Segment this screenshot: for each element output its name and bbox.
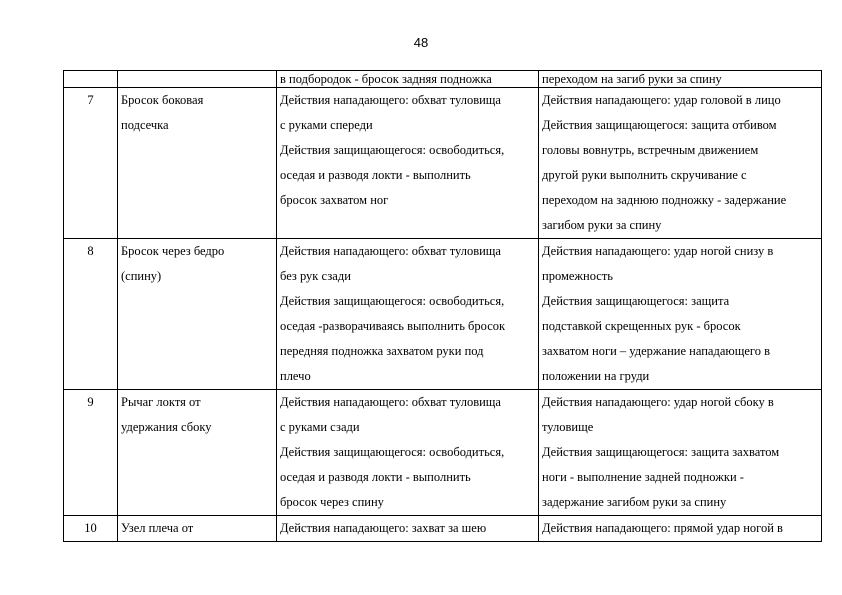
cell-line: Бросок через бедро xyxy=(121,244,225,258)
table-row-10 xyxy=(64,516,822,542)
table-row-continuation xyxy=(64,71,822,88)
strike-cell xyxy=(539,88,822,239)
cell-line: бросок захватом ног xyxy=(280,193,389,207)
cell-line: Рычаг локтя от xyxy=(121,395,201,409)
cell-line: Действия нападающего: прямой удар ногой в xyxy=(542,521,783,535)
num-cell: 10 xyxy=(64,516,118,542)
title-cell xyxy=(118,88,277,239)
cell-line: в подбородок - бросок задняя подножка xyxy=(280,72,492,86)
page-number: 48 xyxy=(413,35,429,50)
cell-line: передняя подножка захватом руки под xyxy=(280,344,484,358)
attack-cell xyxy=(277,516,539,542)
cell-line: Действия защищающегося: освободиться, xyxy=(280,445,505,459)
num-cell: 7 xyxy=(64,88,118,239)
cell-line: Действия защищающегося: защита захватом xyxy=(542,445,780,459)
cell-line: оседая и разводя локти - выполнить xyxy=(280,470,471,484)
cell-line: задержание загибом руки за спину xyxy=(542,495,727,509)
cell-line: захватом ноги – удержание нападающего в xyxy=(542,344,770,358)
cell-line: переходом на загиб руки за спину xyxy=(542,72,722,86)
cell-line: Действия защищающегося: освободиться, xyxy=(280,294,505,308)
strike-cell xyxy=(539,71,822,88)
cell-line: Действия нападающего: удар ногой сбоку в xyxy=(542,395,774,409)
cell-line: переходом на заднюю подножку - задержание xyxy=(542,193,787,207)
num-cell: 9 xyxy=(64,390,118,516)
cell-line: оседая и разводя локти - выполнить xyxy=(280,168,471,182)
cell-line: ноги - выполнение задней подножки - xyxy=(542,470,744,484)
cell-line: Действия защищающегося: защита отбивом xyxy=(542,118,777,132)
cell-line: Действия нападающего: удар головой в лицо xyxy=(542,93,781,107)
cell-line: Действия нападающего: удар ногой снизу в xyxy=(542,244,774,258)
cell-line: Действия нападающего: обхват туловища xyxy=(280,244,501,258)
title-cell xyxy=(118,516,277,542)
strike-cell xyxy=(539,516,822,542)
strike-cell xyxy=(539,390,822,516)
cell-line: загибом руки за спину xyxy=(542,218,662,232)
attack-cell xyxy=(277,71,539,88)
cell-line: оседая -разворачиваясь выполнить бросок xyxy=(280,319,506,333)
cell-line: головы вовнутрь, встречным движением xyxy=(542,143,759,157)
cell-line: туловище xyxy=(542,420,594,434)
cell-line: Узел плеча от xyxy=(121,521,194,535)
attack-cell xyxy=(277,88,539,239)
cell-line: с руками сзади xyxy=(280,420,360,434)
cell-line: (спину) xyxy=(121,269,162,283)
cell-line: подсечка xyxy=(121,118,169,132)
title-cell xyxy=(118,71,277,88)
table-row-8 xyxy=(64,239,822,390)
strike-cell xyxy=(539,239,822,390)
cell-line: Действия защищающегося: освободиться, xyxy=(280,143,505,157)
table-row-9 xyxy=(64,390,822,516)
cell-line: Бросок боковая xyxy=(121,93,204,107)
cell-line: Действия нападающего: обхват туловища xyxy=(280,93,501,107)
cell-line: с руками спереди xyxy=(280,118,373,132)
cell-line: удержания сбоку xyxy=(121,420,212,434)
attack-cell xyxy=(277,390,539,516)
techniques-table xyxy=(63,70,822,542)
num-cell xyxy=(64,71,118,88)
cell-line: Действия нападающего: захват за шею xyxy=(280,521,487,535)
title-cell xyxy=(118,390,277,516)
cell-line: промежность xyxy=(542,269,614,283)
cell-line: другой руки выполнить скручивание с xyxy=(542,168,747,182)
cell-line: Действия нападающего: обхват туловища xyxy=(280,395,501,409)
cell-line: бросок через спину xyxy=(280,495,384,509)
cell-line: без рук сзади xyxy=(280,269,351,283)
table-row-7 xyxy=(64,88,822,239)
cell-line: плечо xyxy=(280,369,311,383)
title-cell xyxy=(118,239,277,390)
cell-line: Действия защищающегося: защита xyxy=(542,294,730,308)
num-cell: 8 xyxy=(64,239,118,390)
attack-cell xyxy=(277,239,539,390)
cell-line: положении на груди xyxy=(542,369,650,383)
cell-line: подставкой скрещенных рук - бросок xyxy=(542,319,741,333)
